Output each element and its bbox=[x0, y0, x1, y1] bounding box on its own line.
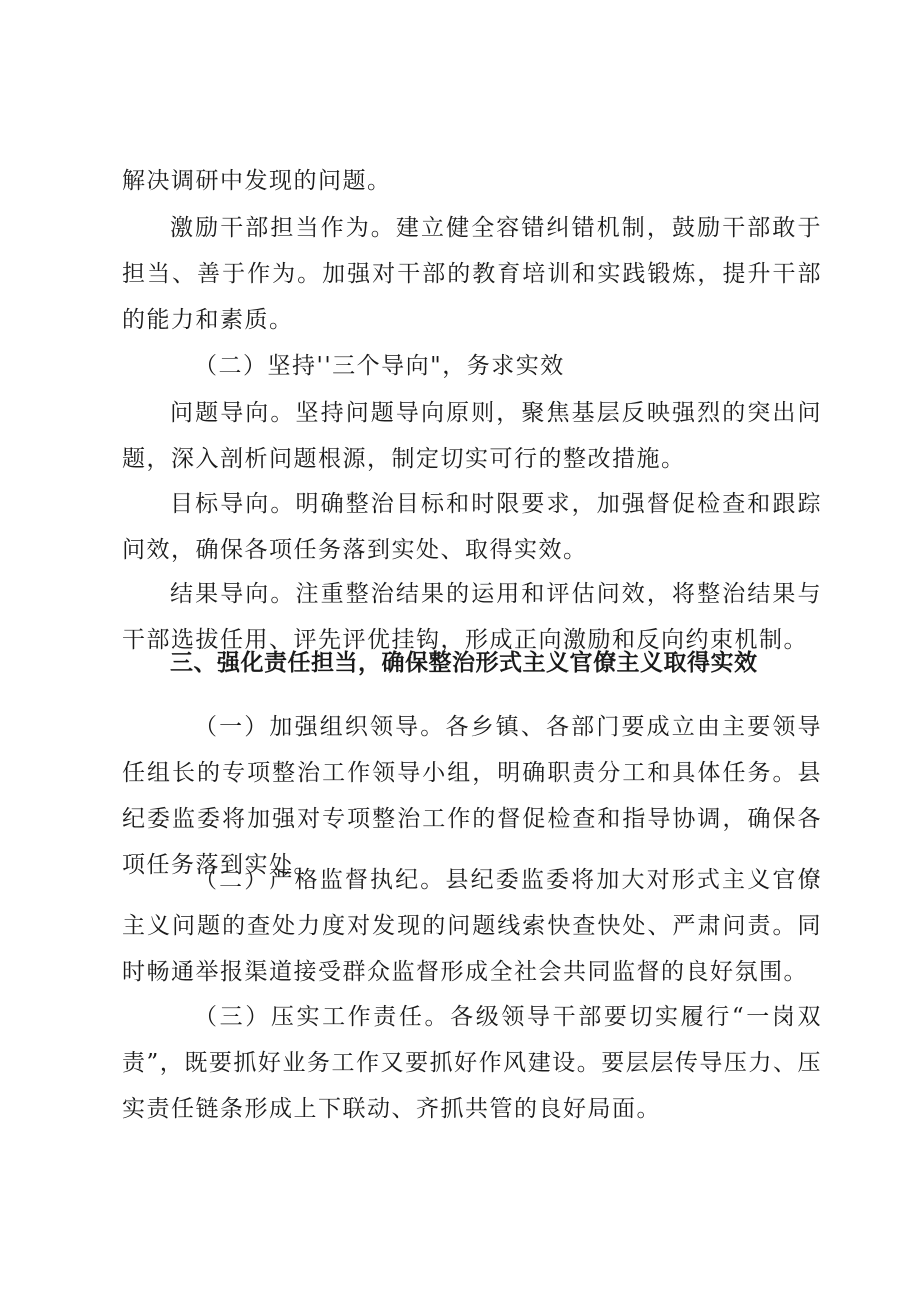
paragraph-problem-orientation: 问题导向。坚持问题导向原则，聚焦基层反映强烈的突出问题，深入剖析问题根源，制定切实可行的整改措施。 bbox=[122, 400, 822, 472]
paragraph-result-orientation: 结果导向。注重整治结果的运用和评估问效，将整治结果与干部选拔任用、评先评优挂钩，形成正向激励和反向约束机制。 bbox=[122, 581, 822, 653]
paragraph-encourage-cadres: 激励干部担当作为。建立健全容错纠错机制，鼓励干部敢于担当、善于作为。加强对干部的教育培训和实践锻炼，提升干部的能力和素质。 bbox=[122, 215, 822, 333]
section-heading-three: 三、强化责任担当，确保整治形式主义官僚主义取得实效 bbox=[170, 650, 758, 676]
paragraph-supervision-discipline: （二）严格监督执纪。县纪委监委将加大对形式主义官僚主义问题的查处力度对发现的问题线索快查快处、严肃问责。同时畅通举报渠道接受群众监督形成全社会共同监督的良好氛围。 bbox=[122, 867, 822, 985]
paragraph-continuation: 解决调研中发现的问题。 bbox=[122, 168, 392, 194]
paragraph-organizational-leadership: （一）加强组织领导。各乡镇、各部门要成立由主要领导任组长的专项整治工作领导小组，明确职责分工和具体任务。县纪委监委将加强对专项整治工作的督促检查和指导协调，确保各项任务落到实处。 bbox=[122, 714, 822, 878]
paragraph-work-responsibility: （三）压实工作责任。各级领导干部要切实履行“一岗双责”，既要抓好业务工作又要抓好作风建设。要层层传导压力、压实责任链条形成上下联动、齐抓共管的良好局面。 bbox=[122, 1004, 822, 1122]
subheading-three-orientations: （二）坚持''三个导向"，务求实效 bbox=[194, 353, 565, 379]
paragraph-goal-orientation: 目标导向。明确整治目标和时限要求，加强督促检查和跟踪问效，确保各项任务落到实处、取得实效。 bbox=[122, 491, 822, 563]
